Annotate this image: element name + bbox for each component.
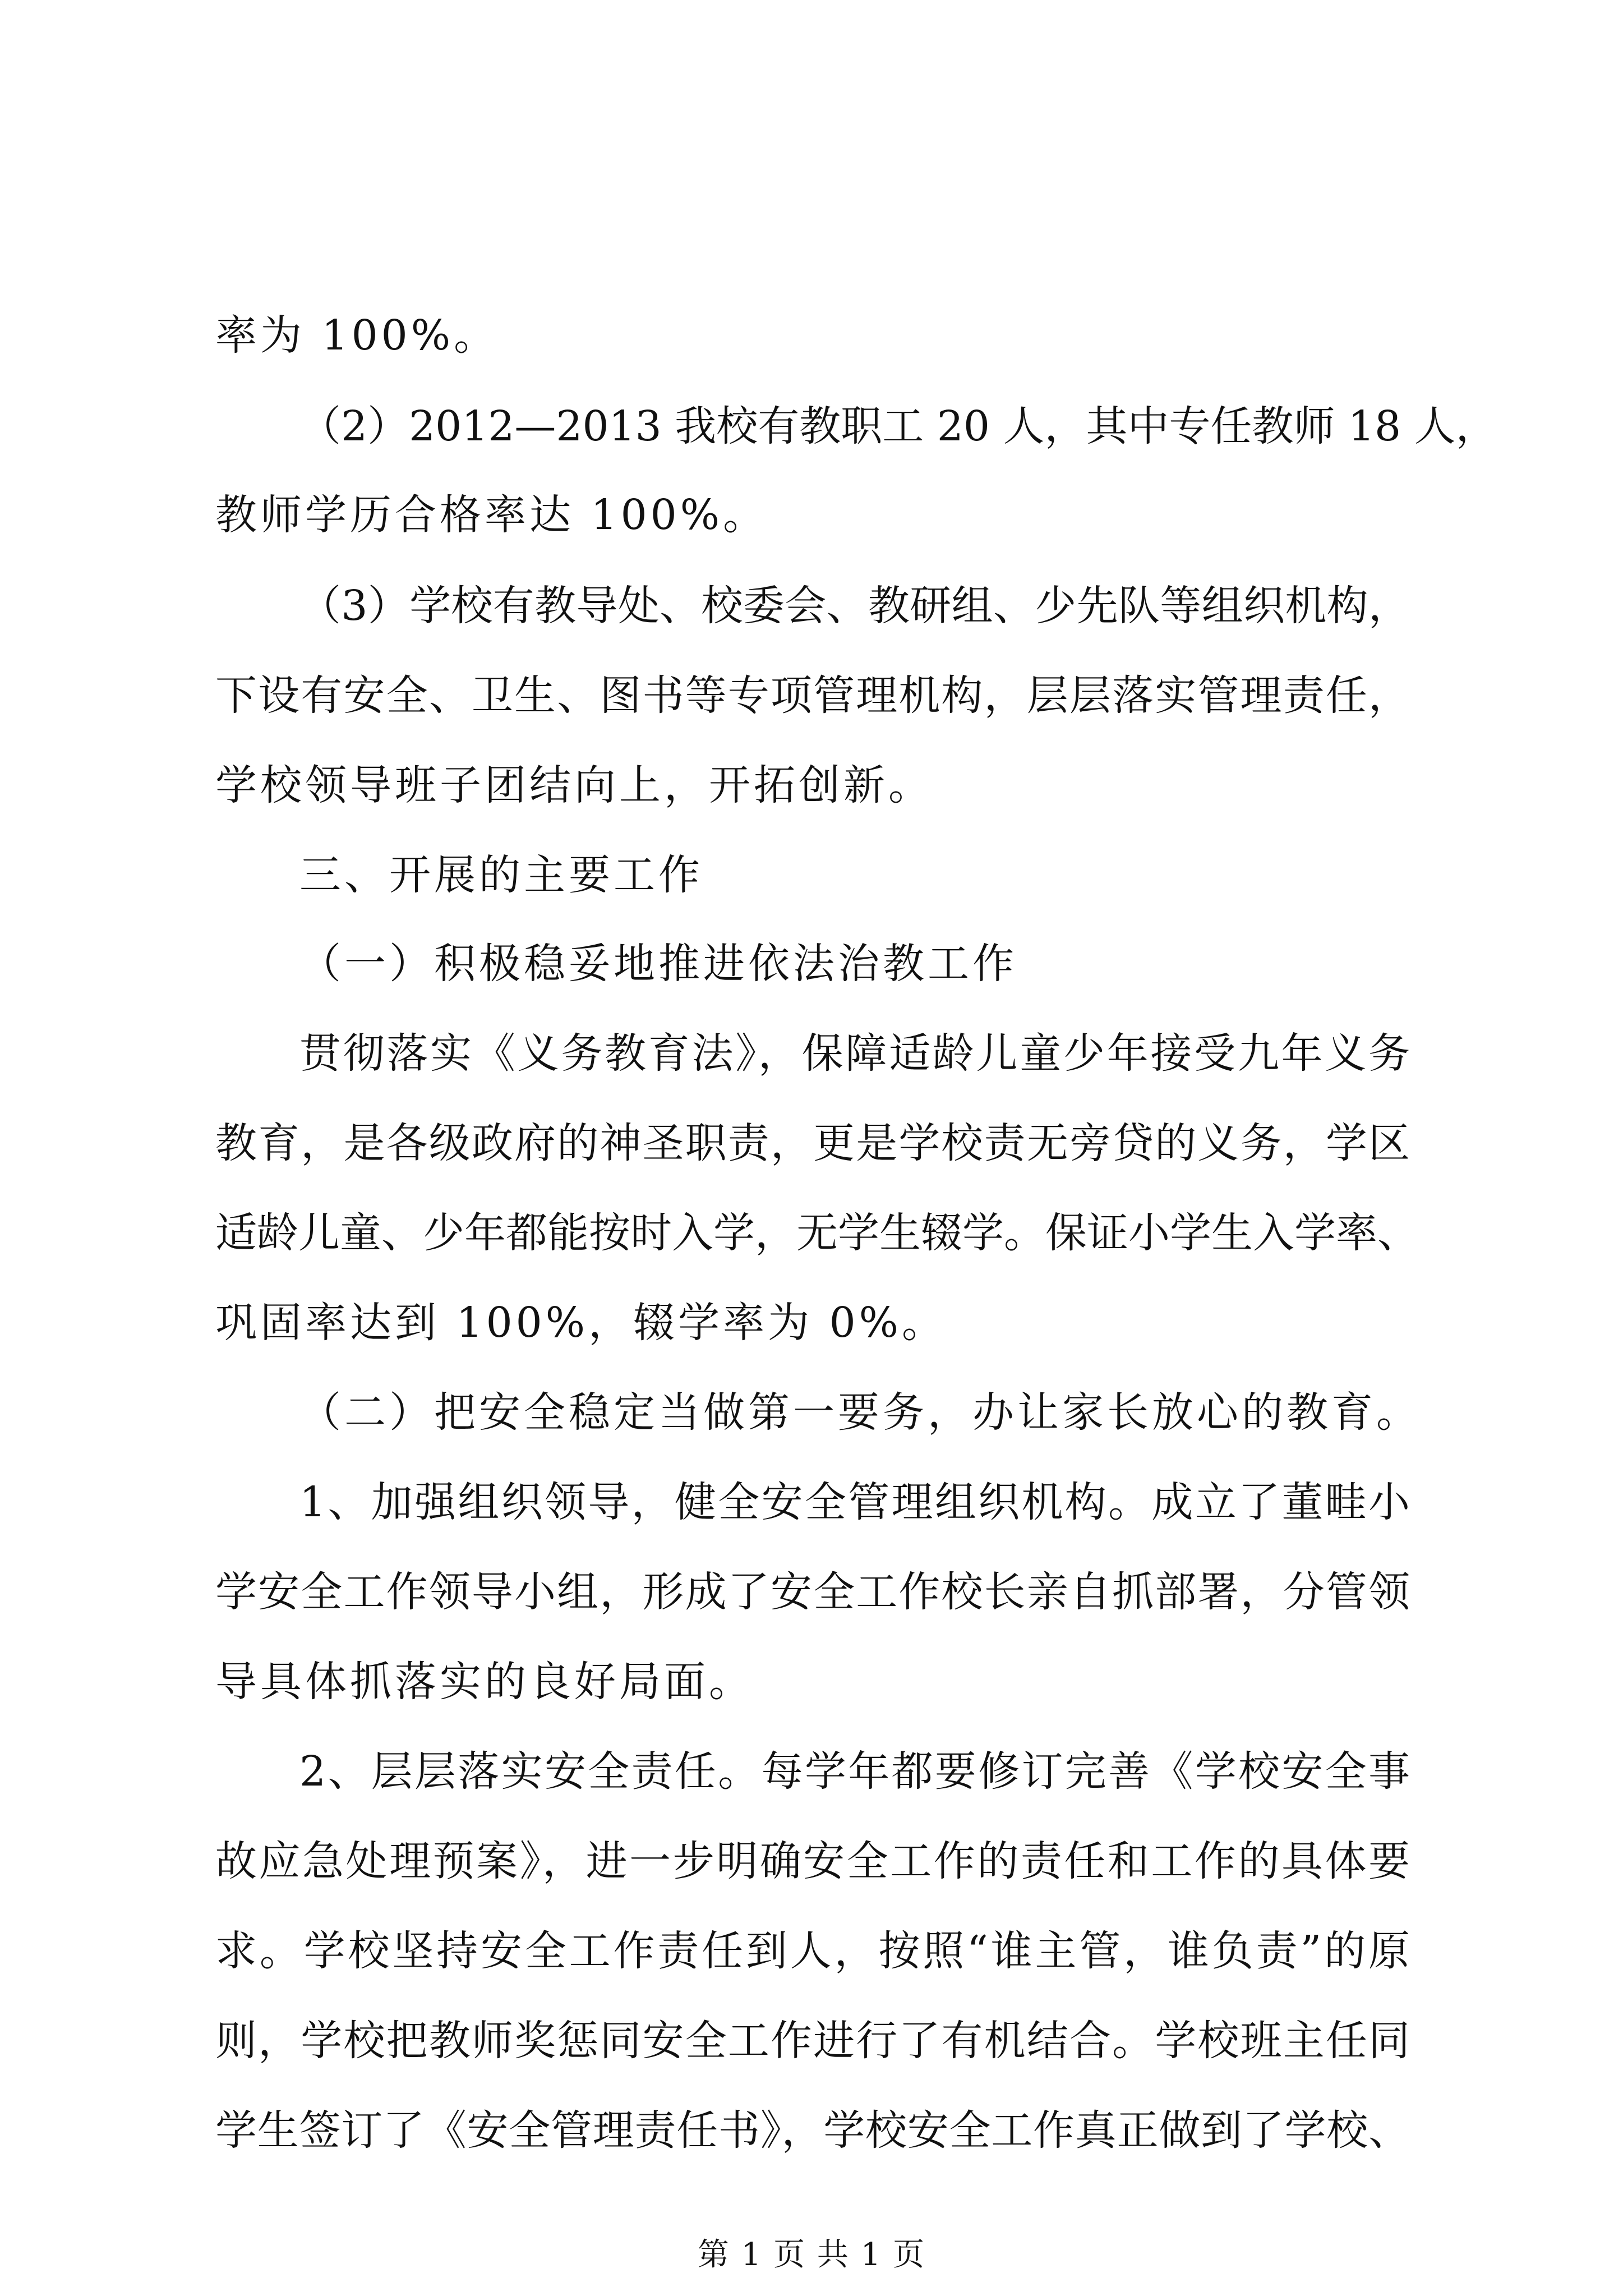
text-line: 则，学校把教师奖惩同安全工作进行了有机结合。学校班主任同 xyxy=(215,2017,1410,2065)
subsection-heading: （一）积极稳妥地推进依法治教工作 xyxy=(299,940,1017,988)
text-line: 1、加强组织领导，健全安全管理组织机构。成立了董畦小 xyxy=(299,1478,1410,1526)
text-line: 率为 100%。 xyxy=(215,311,499,360)
text-line: （2）2012—2013 我校有教职工 20 人，其中专任教师 18 人， xyxy=(299,402,1497,450)
text-line: 贯彻落实《义务教育法》，保障适龄儿童少年接受九年义务 xyxy=(299,1029,1410,1078)
text-line: 下设有安全、卫生、图书等专项管理机构，层层落实管理责任， xyxy=(215,671,1410,720)
text-line: 导具体抓落实的良好局面。 xyxy=(215,1658,754,1706)
section-heading: 三、开展的主要工作 xyxy=(299,851,703,899)
text-line: 适龄儿童、少年都能按时入学，无学生辍学。保证小学生入学率、 xyxy=(215,1209,1419,1257)
text-line: 教师学历合格率达 100%。 xyxy=(215,491,768,539)
text-line: 学校领导班子团结向上，开拓创新。 xyxy=(215,761,933,809)
text-line: 故应急处理预案》，进一步明确安全工作的责任和工作的具体要 xyxy=(215,1837,1410,1885)
subsection-heading: （二）把安全稳定当做第一要务，办让家长放心的教育。 xyxy=(299,1388,1421,1437)
text-line: 学生签订了《安全管理责任书》，学校安全工作真正做到了学校、 xyxy=(215,2106,1410,2155)
text-line: 巩固率达到 100%，辍学率为 0%。 xyxy=(215,1299,947,1347)
text-line: 2、层层落实安全责任。每学年都要修订完善《学校安全事 xyxy=(299,1747,1410,1796)
page-number-footer: 第 1 页 共 1 页 xyxy=(697,2237,926,2273)
text-line: 求。学校坚持安全工作责任到人，按照“谁主管，谁负责”的原 xyxy=(215,1927,1410,1975)
text-line: （3）学校有教导处、校委会、教研组、少先队等组织机构， xyxy=(299,582,1410,630)
text-line: 教育，是各级政府的神圣职责，更是学校责无旁贷的义务，学区 xyxy=(215,1119,1410,1167)
text-line: 学安全工作领导小组，形成了安全工作校长亲自抓部署，分管领 xyxy=(215,1568,1410,1616)
